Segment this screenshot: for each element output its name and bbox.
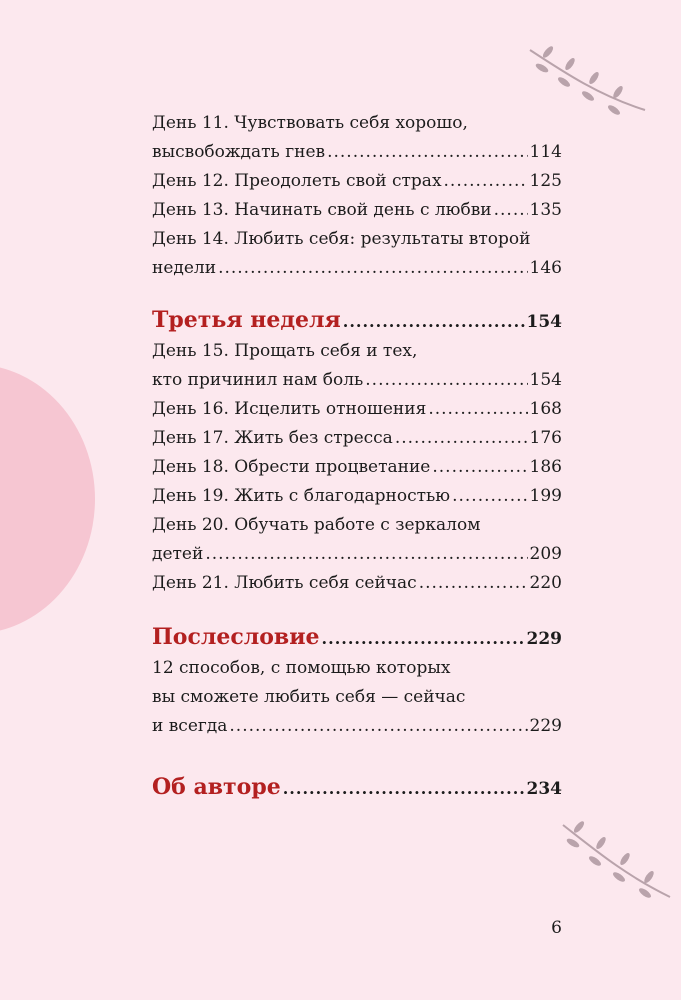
entry-final-line	[152, 424, 562, 453]
dot-leader	[343, 312, 525, 331]
entry-page: 220	[529, 573, 562, 593]
dot-leader	[452, 482, 527, 511]
entry-final-line	[152, 453, 562, 482]
section-title: Третья неделя	[152, 307, 341, 333]
entry-page: 154	[529, 370, 562, 390]
entry-title-line: День 19. Жить с благодарностью	[152, 486, 451, 506]
table-of-contents	[152, 109, 562, 804]
entry-page: 186	[529, 457, 562, 477]
entry-page: 168	[529, 399, 562, 419]
entry-title-line: День 13. Начинать свой день с любви	[152, 200, 492, 220]
dot-leader	[327, 138, 527, 167]
toc-entry[interactable]	[152, 424, 562, 453]
section-page: 154	[526, 312, 562, 332]
dot-leader	[218, 254, 527, 283]
entry-page: 229	[529, 716, 562, 736]
entry-final-line	[152, 196, 562, 225]
toc-entry[interactable]	[152, 482, 562, 511]
toc-entry[interactable]	[152, 511, 562, 569]
toc-group	[152, 654, 562, 741]
entry-title-line: День 17. Жить без стресса	[152, 428, 393, 448]
entry-title-line: детей	[152, 544, 204, 564]
toc-entry[interactable]	[152, 167, 562, 196]
toc-section-heading[interactable]	[152, 624, 562, 650]
entry-page: 209	[529, 544, 562, 564]
entry-final-line	[152, 482, 562, 511]
entry-final-line	[152, 569, 562, 598]
toc-entry[interactable]	[152, 569, 562, 598]
toc-entry[interactable]	[152, 225, 562, 283]
entry-title-line: недели	[152, 258, 217, 278]
entry-title-line: День 11. Чувствовать себя хорошо,	[152, 113, 468, 133]
section-title: Послесловие	[152, 624, 320, 650]
toc-entry[interactable]	[152, 453, 562, 482]
toc-entry[interactable]	[152, 654, 562, 741]
dot-leader	[444, 167, 528, 196]
page-number: 6	[551, 918, 562, 938]
toc-entry[interactable]	[152, 337, 562, 395]
entry-page: 114	[529, 142, 562, 162]
entry-title-line: и всегда	[152, 716, 228, 736]
entry-title-line: День 14. Любить себя: результаты второй	[152, 229, 531, 249]
entry-page: 176	[529, 428, 562, 448]
entry-title-line: День 21. Любить себя сейчас	[152, 573, 417, 593]
dot-leader	[322, 629, 525, 648]
entry-title-line: 12 способов, с помощью которых	[152, 658, 451, 678]
section-page: 234	[526, 779, 562, 799]
decorative-circle	[0, 364, 95, 634]
dot-leader	[365, 366, 527, 395]
section-page: 229	[526, 629, 562, 649]
section-title: Об авторе	[152, 774, 281, 800]
dot-leader	[428, 395, 527, 424]
toc-entry[interactable]	[152, 395, 562, 424]
entry-page: 146	[529, 258, 562, 278]
toc-group	[152, 337, 562, 598]
entry-final-line	[152, 712, 562, 741]
dot-leader	[494, 196, 528, 225]
entry-title-line: День 16. Исцелить отношения	[152, 399, 427, 419]
entry-final-line	[152, 395, 562, 424]
entry-title-line: День 18. Обрести процветание	[152, 457, 431, 477]
entry-title-line: высвобождать гнев	[152, 142, 326, 162]
entry-title-line: День 20. Обучать работе с зеркалом	[152, 515, 481, 535]
entry-final-line	[152, 540, 562, 569]
entry-title-line: День 12. Преодолеть свой страх	[152, 171, 442, 191]
dot-leader	[229, 712, 527, 741]
dot-leader	[283, 779, 525, 798]
toc-entry[interactable]	[152, 109, 562, 167]
entry-final-line	[152, 366, 562, 395]
dot-leader	[205, 540, 527, 569]
dot-leader	[432, 453, 527, 482]
entry-page: 199	[529, 486, 562, 506]
toc-section-heading[interactable]	[152, 307, 562, 333]
toc-section-heading[interactable]	[152, 774, 562, 800]
dot-leader	[395, 424, 528, 453]
entry-page: 125	[529, 171, 562, 191]
entry-final-line	[152, 254, 562, 283]
dot-leader	[419, 569, 528, 598]
entry-title-line: вы сможете любить себя — сейчас	[152, 687, 466, 707]
entry-title-line: День 15. Прощать себя и тех,	[152, 341, 418, 361]
entry-final-line	[152, 167, 562, 196]
toc-entry[interactable]	[152, 196, 562, 225]
entry-page: 135	[529, 200, 562, 220]
entry-final-line	[152, 138, 562, 167]
entry-title-line: кто причинил нам боль	[152, 370, 364, 390]
toc-group	[152, 109, 562, 283]
leaf-sprig-icon	[555, 815, 675, 905]
